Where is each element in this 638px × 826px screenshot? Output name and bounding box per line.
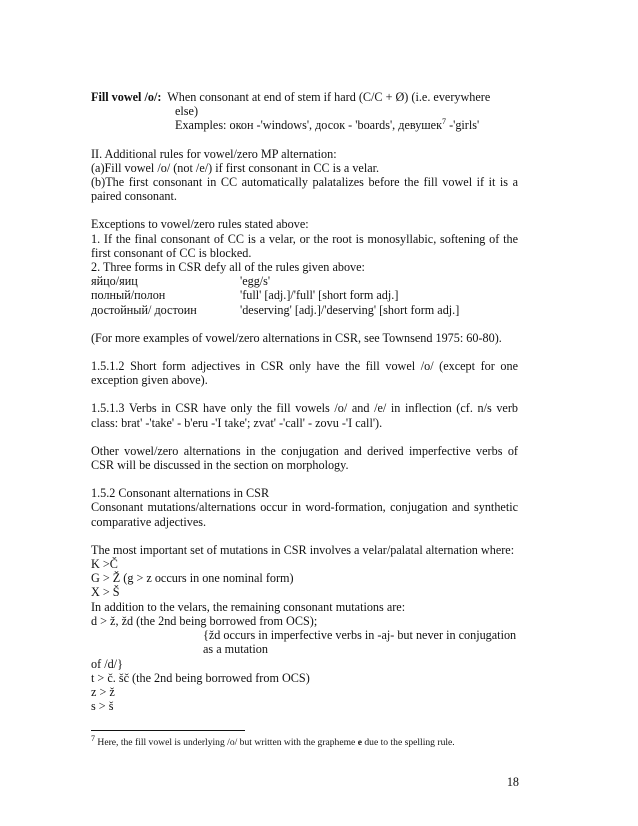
examples-text-end: -'girls' (446, 118, 480, 133)
mutation-s-line: s > š (91, 699, 114, 714)
exception-word: полный/полон (91, 288, 166, 303)
fill-vowel-rule-text: When consonant at end of stem if hard (C/C + Ø) (i.e. everywhere (167, 90, 491, 104)
footnote-text: Here, the fill vowel is underlying /o/ but written with the grapheme (95, 737, 358, 748)
footnote-mark: 7 (91, 733, 95, 743)
exception-row (91, 303, 518, 317)
section-1-5-2-intro: Consonant mutations/alternations occur in word-formation, conjugation and synthetic comparative adjectives. (91, 500, 518, 529)
footnote-ref: 7 (442, 117, 447, 127)
footnote-grapheme: e (357, 737, 362, 748)
mutation-z-line: z > ž (91, 684, 115, 699)
mutation-t-line: t > č. šč (the 2nd being borrowed from OCS) (91, 670, 310, 685)
section-ii-heading: II. Additional rules for vowel/zero MP alternation: (91, 146, 337, 161)
exception-gloss: 'deserving' [adj.]/'deserving' [short form adj.] (240, 302, 460, 317)
exceptions-item-2: 2. Three forms in CSR defy all of the rules given above: (91, 260, 365, 275)
exception-word: яйцо/яиц (91, 274, 138, 289)
section-ii-rule-a: (a)Fill vowel /o/ (not /e/) if first consonant in CC is a velar. (91, 160, 380, 175)
zd-note: {žd occurs in imperfective verbs in -aj- but never in conjugation as a mutation (203, 628, 517, 657)
exception-gloss: 'egg/s' (240, 274, 271, 289)
exception-word: достойный/ достоин (91, 302, 197, 317)
exception-row (91, 288, 518, 302)
remaining-mutations-intro: In addition to the velars, the remaining consonant mutations are: (91, 599, 406, 614)
fill-vowel-rule (91, 90, 518, 104)
mutations-intro: The most important set of mutations in CSR involves a velar/palatal alternation where: (91, 542, 515, 557)
paragraph-1-5-1-3: 1.5.1.3 Verbs in CSR have only the fill vowels /o/ and /e/ in inflection (cf. n/s verb class: brat' -'take' - b'eru -'I take'; zvat' -'call' - zovu -'I call'). (91, 401, 518, 430)
examples-text: Examples: окон -'windows', досок - 'boards', девушек (175, 118, 443, 133)
paragraph-1-5-1-2: 1.5.1.2 Short form adjectives in CSR only have the fill vowel /o/ (except for one exception given above). (91, 359, 518, 388)
mutation-d-line: d > ž, žd (the 2nd being borrowed from OCS); (91, 613, 318, 628)
footnote (91, 733, 531, 749)
section-1-5-2-heading: 1.5.2 Consonant alternations in CSR (91, 486, 270, 501)
footnote-separator (91, 730, 245, 731)
zd-note-end: of /d/} (91, 656, 123, 671)
section-ii-rule-b: (b)The first consonant in CC automatically palatalizes before the fill vowel if it is a paired consonant. (91, 175, 518, 204)
exception-row (91, 274, 518, 288)
mutation-line: G > Ž (g > z occurs in one nominal form) (91, 571, 294, 586)
exception-gloss: 'full' [adj.]/'full' [short form adj.] (240, 288, 399, 303)
fill-vowel-examples (91, 118, 518, 132)
fill-vowel-label: Fill vowel /o/: (91, 90, 162, 104)
page-number: 18 (506, 775, 519, 789)
exceptions-item-1: 1. If the final consonant of CC is a velar, or the root is monosyllabic, softening of the first consonant of CC is blocked. (91, 231, 518, 260)
mutation-line: K >Č (91, 557, 118, 572)
exceptions-heading: Exceptions to vowel/zero rules stated above: (91, 217, 309, 232)
mutation-line: X > Š (91, 585, 120, 600)
townsend-note: (For more examples of vowel/zero alternations in CSR, see Townsend 1975: 60-80). (91, 330, 502, 345)
footnote-text-end: due to the spelling rule. (361, 737, 455, 748)
fill-vowel-rule-cont: else) (175, 104, 199, 119)
paragraph-other-alternations: Other vowel/zero alternations in the conjugation and derived imperfective verbs of CSR will be discussed in the section on morphology. (91, 443, 518, 473)
page-body (91, 90, 518, 713)
